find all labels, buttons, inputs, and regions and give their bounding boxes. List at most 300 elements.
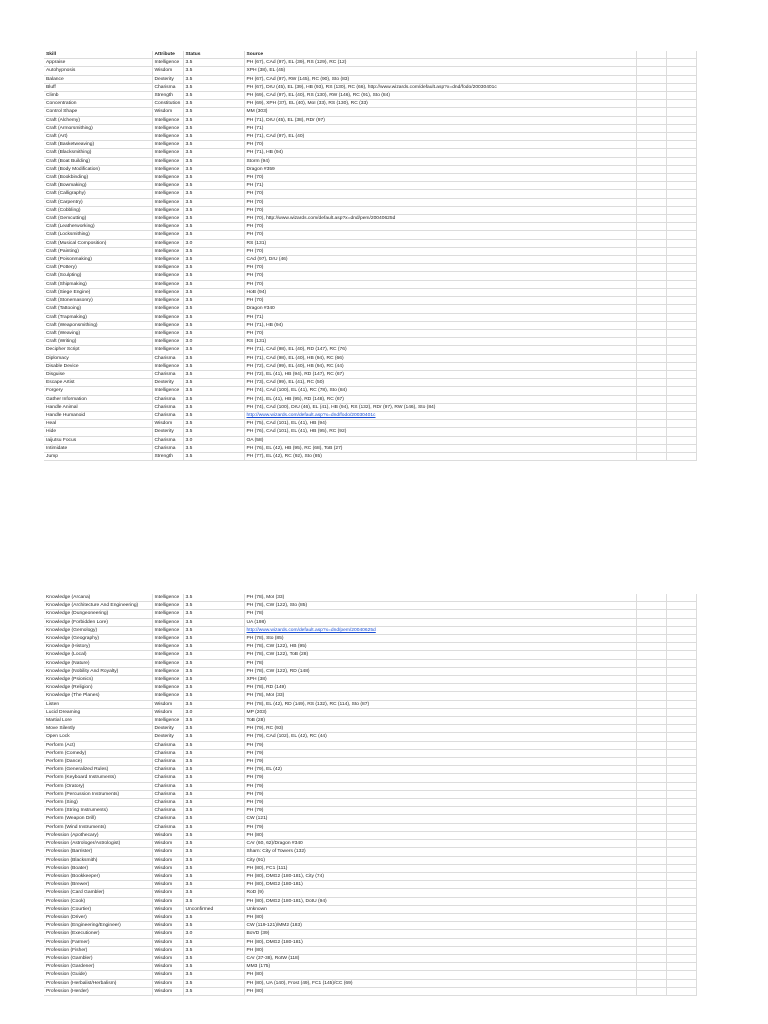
skill-cell: Perform (Percussion Instruments) [44,790,152,798]
attribute-cell: Wisdom [152,856,183,864]
skill-cell: Profession (Driver) [44,913,152,921]
empty-cell [666,651,696,659]
status-cell: 3.5 [183,979,244,987]
status-cell: 3.5 [183,790,244,798]
skill-cell: Profession (Brewer) [44,881,152,889]
table-row [44,979,696,987]
skill-cell: Craft (Boat Building) [44,157,152,165]
source-cell: UA (198) [244,618,636,626]
table-row [44,643,696,651]
table-row [44,174,696,182]
skill-cell: Craft (Weaponsmithing) [44,321,152,329]
empty-cell [636,297,666,305]
empty-cell [636,239,666,247]
empty-cell [666,700,696,708]
empty-cell [636,395,666,403]
attribute-cell: Charisma [152,83,183,91]
empty-cell [636,684,666,692]
source-cell: PH (76), EL (42), HB (95), RC (68), ToB (27) [244,444,636,452]
status-cell: 3.5 [183,700,244,708]
skill-cell: Craft (Musical Composition) [44,239,152,247]
source-cell: PH (80) [244,913,636,921]
status-cell: 3.5 [183,889,244,897]
source-cell: Sharn: City of Towers (132) [244,848,636,856]
attribute-cell: Charisma [152,354,183,362]
attribute-cell: Intelligence [152,223,183,231]
empty-cell [636,667,666,675]
source-cell: PH (67), CAd (97), EL (39), RS (129), RC (12) [244,59,636,67]
empty-cell [666,848,696,856]
table-row [44,635,696,643]
skill-cell: Profession (Farmer) [44,938,152,946]
status-cell: 3.5 [183,717,244,725]
skill-cell: Perform (String Instruments) [44,807,152,815]
status-cell: 3.5 [183,124,244,132]
empty-cell [666,297,696,305]
table-row [44,938,696,946]
table-row [44,133,696,141]
skill-cell: Craft (Painting) [44,247,152,255]
empty-cell [666,59,696,67]
skill-cell: Craft (Weaving) [44,329,152,337]
skill-cell: Profession (Bookkeeper) [44,872,152,880]
empty-cell [666,280,696,288]
source-cell: PH (75), CAd (101), EL (41), HB (94) [244,420,636,428]
skill-cell: Knowledge (Dungeoneering) [44,610,152,618]
skill-cell: Craft (Pottery) [44,264,152,272]
empty-cell [666,905,696,913]
status-cell: 3.5 [183,116,244,124]
status-cell: 3.5 [183,963,244,971]
attribute-cell: Charisma [152,395,183,403]
empty-cell [666,313,696,321]
status-cell: 3.5 [183,108,244,116]
skill-cell: Gather Information [44,395,152,403]
status-cell: 3.0 [183,930,244,938]
empty-cell [636,108,666,116]
table-row [44,725,696,733]
empty-cell [666,124,696,132]
table-row [44,659,696,667]
skill-cell: Autohypnosis [44,67,152,75]
empty-cell [666,190,696,198]
status-cell: 3.5 [183,651,244,659]
table-row [44,897,696,905]
empty-cell [636,190,666,198]
source-cell: PH (78), CW (122), RD (148) [244,667,636,675]
empty-cell [666,329,696,337]
source-cell: ToB (28) [244,717,636,725]
source-cell: PH (71) [244,313,636,321]
status-cell: 3.5 [183,83,244,91]
skill-cell: Escape Artist [44,379,152,387]
empty-cell [666,264,696,272]
skill-cell: Profession (Barrister) [44,848,152,856]
table-row [44,840,696,848]
empty-cell [636,411,666,419]
empty-cell [636,741,666,749]
attribute-cell: Wisdom [152,954,183,962]
skill-cell: Appraise [44,59,152,67]
skill-cell: Profession (Guide) [44,971,152,979]
source-cell: PH (79) [244,782,636,790]
status-cell: 3.5 [183,725,244,733]
table-row [44,395,696,403]
status-cell: 3.5 [183,354,244,362]
skill-cell: Perform (Weapon Drill) [44,815,152,823]
skill-cell: Hide [44,428,152,436]
empty-cell [636,329,666,337]
source-cell: Storm (94) [244,157,636,165]
empty-cell [636,370,666,378]
source-cell: CW (121) [244,815,636,823]
table-row [44,930,696,938]
empty-cell [636,610,666,618]
table-row [44,741,696,749]
empty-cell [636,67,666,75]
status-cell: 3.5 [183,782,244,790]
status-cell: 3.5 [183,149,244,157]
status-cell: 3.5 [183,174,244,182]
table-row [44,872,696,880]
skill-cell: Balance [44,75,152,83]
source-cell[interactable]: http://www.wizards.com/default.asp?x=dnd/pem/20040625d [244,626,636,634]
source-cell: PH (72), CAd (99), EL (40), HB (94), RC (44) [244,362,636,370]
header-cell-attribute: Attribute [152,51,183,59]
source-cell: PH (70) [244,272,636,280]
empty-cell [636,831,666,839]
source-cell: MM3 (175) [244,963,636,971]
attribute-cell: Charisma [152,782,183,790]
skill-cell: Profession (Card Gambler) [44,889,152,897]
attribute-cell: Wisdom [152,987,183,995]
empty-cell [636,215,666,223]
empty-cell [666,930,696,938]
empty-cell [636,651,666,659]
attribute-cell: Charisma [152,790,183,798]
status-cell: 3.5 [183,444,244,452]
empty-cell [666,100,696,108]
empty-cell [666,971,696,979]
source-cell: PH (78), RD (149) [244,684,636,692]
table-row [44,733,696,741]
empty-cell [636,790,666,798]
status-cell: 3.5 [183,831,244,839]
empty-cell [636,766,666,774]
status-cell: 3.5 [183,329,244,337]
source-cell: MP (203) [244,708,636,716]
table-row [44,864,696,872]
empty-cell [666,856,696,864]
skills-table-top [44,51,697,461]
table-row [44,692,696,700]
skill-cell: Perform (Wind Instruments) [44,823,152,831]
source-cell: PH (71) [244,124,636,132]
empty-cell [636,51,666,59]
skill-cell: Profession (Herbalist/Herbalism) [44,979,152,987]
attribute-cell: Wisdom [152,938,183,946]
empty-cell [636,231,666,239]
status-cell: 3.5 [183,766,244,774]
attribute-cell: Wisdom [152,848,183,856]
attribute-cell: Intelligence [152,280,183,288]
status-cell: 3.5 [183,223,244,231]
source-cell: PH (74), CAd (100), DrU (46), EL (41), HB (94), RS (132), RDr (97), RW (146), Sto (84) [244,403,636,411]
source-cell: PH (80) [244,946,636,954]
source-cell: PH (76), CAd (101), EL (41), HB (95), RC (92) [244,428,636,436]
status-cell: 3.0 [183,436,244,444]
skill-cell: Martial Lore [44,717,152,725]
status-cell: 3.5 [183,741,244,749]
skill-cell: Handle Humanoid [44,411,152,419]
attribute-cell: Charisma [152,766,183,774]
attribute-cell: Intelligence [152,659,183,667]
empty-cell [636,313,666,321]
attribute-cell: Wisdom [152,67,183,75]
skill-cell: Craft (Gemcutting) [44,215,152,223]
attribute-cell: Intelligence [152,684,183,692]
table-row [44,881,696,889]
attribute-cell: Wisdom [152,872,183,880]
source-cell: PH (79) [244,807,636,815]
empty-cell [636,659,666,667]
skill-cell: Knowledge (Nature) [44,659,152,667]
status-cell: 3.5 [183,182,244,190]
empty-cell [666,766,696,774]
skill-cell: Craft (Siege Engine) [44,288,152,296]
empty-cell [666,864,696,872]
status-cell: 3.5 [183,362,244,370]
source-cell: PH (74), EL (41), HB (95), RD (148), RC (67) [244,395,636,403]
source-cell[interactable]: http://www.wizards.com/default.asp?x=dnd/fodo/20030401c [244,411,636,419]
skill-cell: Profession (Herder) [44,987,152,995]
attribute-cell: Intelligence [152,602,183,610]
status-cell: 3.5 [183,881,244,889]
empty-cell [666,913,696,921]
table-row [44,297,696,305]
status-cell: 3.5 [183,594,244,602]
source-cell: PH (80) [244,987,636,995]
empty-cell [636,807,666,815]
empty-cell [666,815,696,823]
empty-cell [636,692,666,700]
attribute-cell: Intelligence [152,643,183,651]
table-row [44,626,696,634]
attribute-cell: Intelligence [152,387,183,395]
table-row [44,684,696,692]
status-cell: 3.5 [183,141,244,149]
header-cell-source: Source [244,51,636,59]
source-cell: PH (70) [244,198,636,206]
table-row [44,963,696,971]
skill-cell: Profession (Cook) [44,897,152,905]
attribute-cell: Charisma [152,411,183,419]
skill-cell: Knowledge (The Planes) [44,692,152,700]
attribute-cell: Wisdom [152,889,183,897]
attribute-cell: Intelligence [152,626,183,634]
table-row [44,379,696,387]
empty-cell [636,643,666,651]
empty-cell [636,725,666,733]
skill-cell: Knowledge (Local) [44,651,152,659]
skill-cell: Jump [44,452,152,460]
source-cell: PH (71), HB (94) [244,149,636,157]
status-cell: 3.5 [183,676,244,684]
source-cell: PH (67), CAd (97), RW (145), RC (90), Sto (83) [244,75,636,83]
attribute-cell: Dexterity [152,379,183,387]
skill-cell: Profession (Courtier) [44,905,152,913]
status-cell: 3.5 [183,133,244,141]
empty-cell [666,206,696,214]
skill-cell: Profession (Apothecary) [44,831,152,839]
empty-cell [666,247,696,255]
table-row [44,239,696,247]
table-row [44,807,696,815]
status-cell: 3.5 [183,92,244,100]
status-cell: 3.5 [183,954,244,962]
empty-cell [666,594,696,602]
skill-cell: Profession (Executioner) [44,930,152,938]
status-cell: 3.5 [183,864,244,872]
table-row [44,182,696,190]
attribute-cell: Dexterity [152,75,183,83]
empty-cell [666,444,696,452]
empty-cell [666,272,696,280]
empty-cell [636,346,666,354]
table-row [44,782,696,790]
status-cell: 3.5 [183,987,244,995]
table-row [44,700,696,708]
status-cell: 3.5 [183,67,244,75]
source-cell: PH (69), CAd (97), EL (40), RS (130), RW (146), RC (91), Sto (84) [244,92,636,100]
source-cell: PH (80) [244,971,636,979]
table-row [44,618,696,626]
attribute-cell: Wisdom [152,881,183,889]
empty-cell [666,239,696,247]
table-row [44,362,696,370]
skill-cell: Knowledge (Religion) [44,684,152,692]
table-row [44,141,696,149]
table-row [44,987,696,995]
empty-cell [636,362,666,370]
table-row [44,67,696,75]
source-cell: PH (79), CAd (102), EL (42), RC (44) [244,733,636,741]
empty-cell [636,92,666,100]
attribute-cell: Intelligence [152,247,183,255]
status-cell: 3.5 [183,59,244,67]
skill-cell: Perform (Dance) [44,758,152,766]
table-row [44,971,696,979]
attribute-cell: Strength [152,452,183,460]
empty-cell [666,370,696,378]
attribute-cell: Intelligence [152,346,183,354]
source-cell: PH (71), CAd (98), EL (40), RD (147), RC (76) [244,346,636,354]
empty-cell [636,100,666,108]
source-cell: PH (78), CW (122), ToB (28) [244,651,636,659]
source-cell: PH (78), CW (122), Sto (85) [244,602,636,610]
table-row [44,338,696,346]
skill-cell: Craft (Blacksmithing) [44,149,152,157]
attribute-cell: Intelligence [152,190,183,198]
empty-cell [636,247,666,255]
empty-cell [666,133,696,141]
source-cell: PH (70) [244,264,636,272]
table-row [44,75,696,83]
empty-cell [666,256,696,264]
empty-cell [636,782,666,790]
source-cell: PH (79) [244,823,636,831]
empty-cell [636,979,666,987]
skill-cell: Craft (Bookbinding) [44,174,152,182]
skill-cell: Craft (Carpentry) [44,198,152,206]
table-row [44,610,696,618]
empty-cell [666,346,696,354]
empty-cell [636,618,666,626]
empty-cell [666,749,696,757]
status-cell: 3.5 [183,774,244,782]
source-cell: PH (78), Sto (85) [244,635,636,643]
skill-cell: Knowledge (Geography) [44,635,152,643]
attribute-cell: Intelligence [152,635,183,643]
table-row [44,758,696,766]
empty-cell [666,379,696,387]
attribute-cell: Intelligence [152,338,183,346]
table-row [44,856,696,864]
table-row [44,831,696,839]
attribute-cell: Charisma [152,370,183,378]
table-row [44,165,696,173]
attribute-cell: Intelligence [152,313,183,321]
attribute-cell: Wisdom [152,864,183,872]
skill-cell: Open Lock [44,733,152,741]
empty-cell [636,288,666,296]
status-cell: 3.5 [183,749,244,757]
skill-cell: Craft (Calligraphy) [44,190,152,198]
attribute-cell: Wisdom [152,930,183,938]
empty-cell [666,987,696,995]
table-row [44,403,696,411]
table-row [44,231,696,239]
empty-cell [666,626,696,634]
attribute-cell: Charisma [152,749,183,757]
attribute-cell: Wisdom [152,831,183,839]
status-cell: 3.5 [183,157,244,165]
skill-cell: Intimidate [44,444,152,452]
empty-cell [636,872,666,880]
status-cell: 3.0 [183,708,244,716]
table-row [44,256,696,264]
empty-cell [666,354,696,362]
source-cell: PH (78) [244,659,636,667]
attribute-cell: Charisma [152,758,183,766]
table-row [44,280,696,288]
empty-cell [636,83,666,91]
status-cell: 3.5 [183,733,244,741]
table-row [44,954,696,962]
source-cell: PH (78), EL (42), RD (149), RS (132), RC (114), Sto (87) [244,700,636,708]
empty-cell [636,971,666,979]
status-cell: 3.5 [183,946,244,954]
empty-cell [666,954,696,962]
source-cell: PH (80), DMG2 (180-181), City (74) [244,872,636,880]
status-cell: 3.5 [183,313,244,321]
skill-cell: Iaijutsu Focus [44,436,152,444]
empty-cell [636,116,666,124]
empty-cell [636,913,666,921]
empty-cell [636,321,666,329]
attribute-cell: Intelligence [152,329,183,337]
skill-cell: Craft (Trapmaking) [44,313,152,321]
